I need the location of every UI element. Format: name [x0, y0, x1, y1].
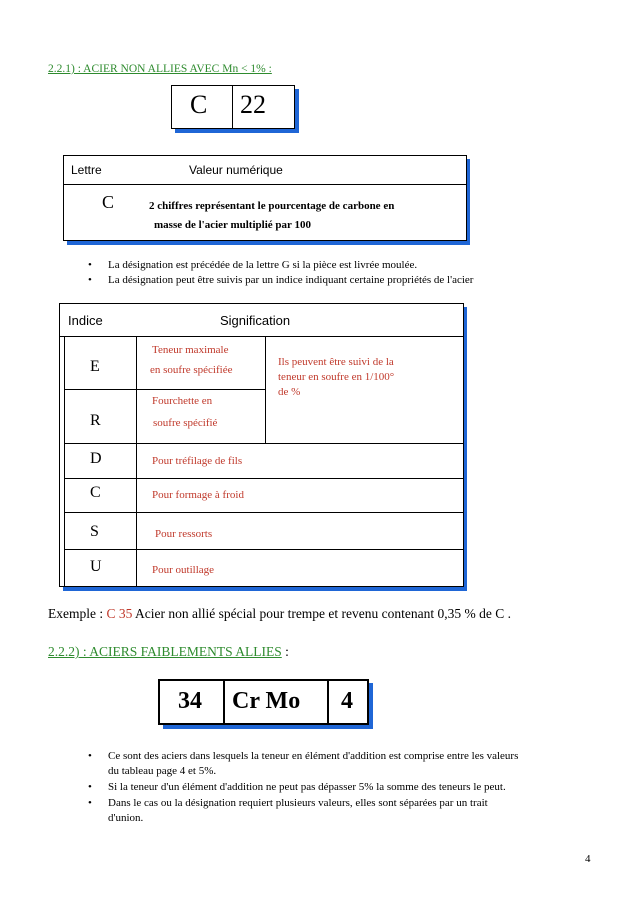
note-line2: teneur en soufre en 1/100° — [278, 371, 395, 383]
page-number: 4 — [585, 853, 591, 865]
meaning-r-line1: Fourchette en — [152, 395, 213, 407]
meaning-d: Pour tréfilage de fils — [152, 455, 243, 467]
code2-divider-1 — [223, 681, 225, 723]
code2-divider-2 — [327, 681, 329, 723]
code2-a: 34 — [178, 688, 202, 714]
table1-header-line — [64, 184, 466, 185]
code-letter: C — [190, 90, 208, 119]
meaning-s: Pour ressorts — [155, 528, 213, 540]
code2-c: 4 — [341, 688, 353, 714]
row-line — [64, 512, 463, 513]
table2 — [59, 303, 464, 587]
bullet-dot: • — [88, 750, 92, 762]
bullet-dot: • — [88, 781, 92, 793]
bullet-text-cont: d'union. — [108, 812, 144, 824]
table2-note-divider — [265, 337, 266, 443]
index-s: S — [90, 523, 99, 540]
example-line — [48, 606, 511, 622]
bullet-text: La désignation peut être suivis par un indice indiquant certaine propriétés de l'acier — [108, 274, 474, 286]
bullet-text: La désignation est précédée de la lettre G si la pièce est livrée moulée. — [108, 259, 418, 271]
code-divider — [232, 86, 233, 128]
table2-header-meaning: Signification — [220, 313, 291, 328]
table1-header-value: Valeur numérique — [189, 163, 283, 177]
table1-value-line2: masse de l'acier multiplié par 100 — [154, 219, 311, 231]
example-code: C 35 — [106, 606, 133, 621]
section-title-221: 2.2.1) : ACIER NON ALLIES AVEC Mn < 1% : — [48, 63, 272, 75]
bullet-dot: • — [88, 797, 92, 809]
bullet-dot: • — [88, 274, 92, 286]
table1-header-letter: Lettre — [71, 163, 102, 177]
meaning-u: Pour outillage — [152, 564, 215, 576]
table2-header-index: Indice — [68, 313, 103, 328]
table1-letter: C — [102, 192, 115, 212]
table1 — [63, 155, 467, 241]
section-title-222 — [48, 644, 289, 660]
bullet-text-cont: du tableau page 4 et 5%. — [108, 765, 217, 777]
code-box-c22 — [171, 85, 295, 129]
row-line — [64, 478, 463, 479]
row-line — [64, 549, 463, 550]
bullet-text: Si la teneur d'un élément d'addition ne peut pas dépasser 5% la somme des teneurs le peut. — [108, 781, 506, 793]
bullet-dot: • — [88, 259, 92, 271]
note-line1: Ils peuvent être suivi de la — [278, 356, 394, 368]
row-line — [64, 389, 265, 390]
index-u: U — [90, 558, 102, 575]
code-number: 22 — [240, 90, 266, 119]
code2-b: Cr Mo — [232, 688, 301, 714]
index-d: D — [90, 450, 102, 467]
meaning-e-line1: Teneur maximale — [152, 344, 229, 356]
note-line3: de % — [278, 386, 301, 398]
example-label: Exemple : — [48, 606, 107, 621]
table2-header-line — [60, 336, 463, 337]
bullet-text: Dans le cas ou la désignation requiert plusieurs valeurs, elles sont séparées par un trait — [108, 797, 488, 809]
meaning-e-line2: en soufre spécifiée — [150, 364, 233, 376]
index-c: C — [90, 484, 101, 501]
section-title-222-text: 2.2.2) : ACIERS FAIBLEMENTS ALLIES — [48, 644, 282, 659]
bullet-text: Ce sont des aciers dans lesquels la teneur en élément d'addition est comprise entre les valeurs — [108, 750, 519, 762]
code-box-34crmo4 — [158, 679, 369, 725]
section-title-222-suffix: : — [281, 644, 289, 659]
index-e: E — [90, 358, 100, 375]
meaning-r-line2: soufre spécifié — [153, 417, 218, 429]
meaning-c: Pour formage à froid — [152, 489, 244, 501]
table1-value-line1: 2 chiffres représentant le pourcentage de carbone en — [149, 200, 395, 212]
row-line — [64, 443, 463, 444]
example-text: Acier non allié spécial pour trempe et revenu contenant 0,35 % de C . — [132, 606, 511, 621]
index-r: R — [90, 412, 101, 429]
